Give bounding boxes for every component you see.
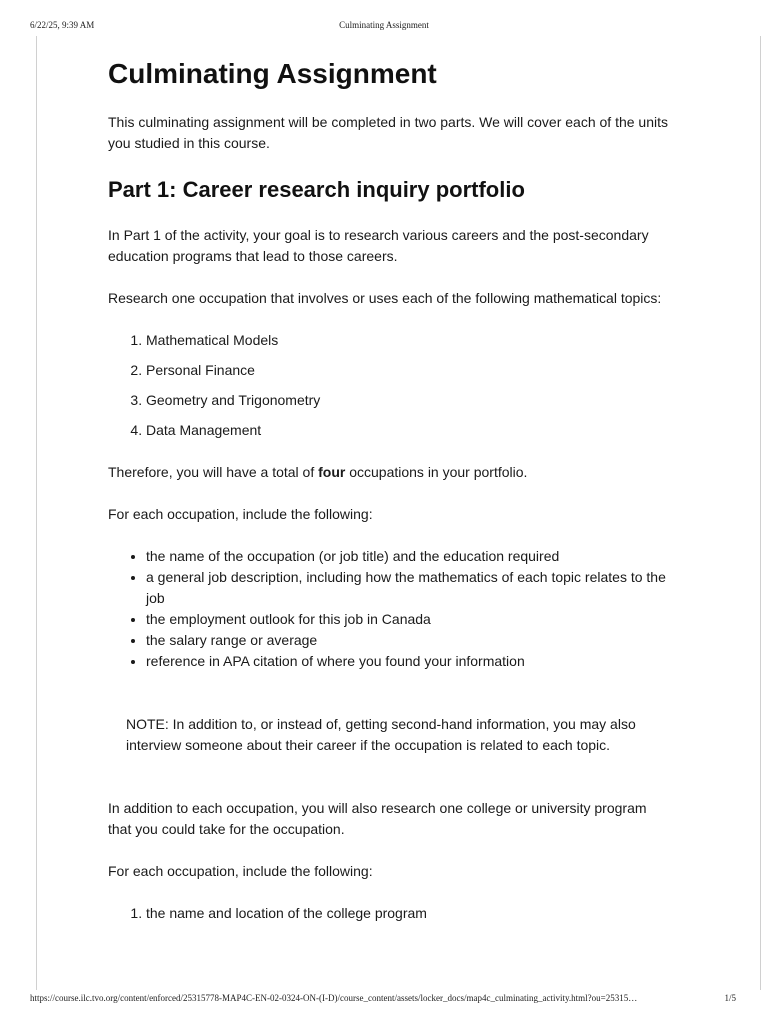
topics-list	[108, 330, 668, 441]
print-title: Culminating Assignment	[339, 20, 429, 30]
total-suffix: occupations in your portfolio.	[345, 464, 528, 480]
print-page-number: 1/5	[724, 993, 736, 1003]
include-heading-2: For each occupation, include the following:	[108, 863, 373, 879]
addition-paragraph: In addition to each occupation, you will also research one college or university program that you could take for the occupation.	[108, 800, 647, 837]
total-prefix: Therefore, you will have a total of	[108, 464, 319, 480]
list-item-program: 1. the name and location of the college program	[146, 903, 668, 924]
print-datetime: 6/22/25, 9:39 AM	[30, 20, 95, 30]
print-url: https://course.ilc.tvo.org/content/enforced/25315778-MAP4C-EN-02-0324-ON-(I-D)/course_content/assets/locker_docs/map4c_culminating_activity.html?ou=25315…	[30, 993, 638, 1003]
program-list	[108, 903, 668, 924]
print-footer	[0, 993, 768, 1005]
total-emphasis: four	[318, 464, 346, 480]
research-instruction: Research one occupation that involves or uses each of the following mathematical topics:	[108, 290, 662, 306]
list-item-include: • reference in APA citation of where you found your information	[146, 651, 668, 672]
list-item-topic: 2. Personal Finance	[146, 360, 668, 381]
page-title: Culminating Assignment	[108, 58, 437, 89]
list-item-topic: 3. Geometry and Trigonometry	[146, 390, 668, 411]
note-block: NOTE: In addition to, or instead of, getting second-hand information, you may also interview someone about their career if the occupation is related to each topic.	[126, 716, 636, 753]
list-item-include: • a general job description, including how the mathematics of each topic relates to the job	[146, 567, 668, 609]
list-item-include: • the salary range or average	[146, 630, 668, 651]
list-item-include: • the employment outlook for this job in Canada	[146, 609, 668, 630]
total-occupations-paragraph	[108, 462, 668, 483]
intro-paragraph: This culminating assignment will be completed in two parts. We will cover each of the units you studied in this course.	[108, 114, 668, 151]
print-header	[0, 20, 768, 32]
part1-heading: Part 1: Career research inquiry portfolio	[108, 177, 525, 202]
list-item-topic: 4. Data Management	[146, 420, 668, 441]
document-content	[108, 56, 668, 924]
list-item-topic: 1. Mathematical Models	[146, 330, 668, 351]
include-list	[108, 546, 668, 672]
part1-intro-paragraph: In Part 1 of the activity, your goal is to research various careers and the post-secondary education programs that lead to those careers.	[108, 227, 649, 264]
list-item-include: • the name of the occupation (or job title) and the education required	[146, 546, 668, 567]
include-heading: For each occupation, include the following:	[108, 506, 373, 522]
